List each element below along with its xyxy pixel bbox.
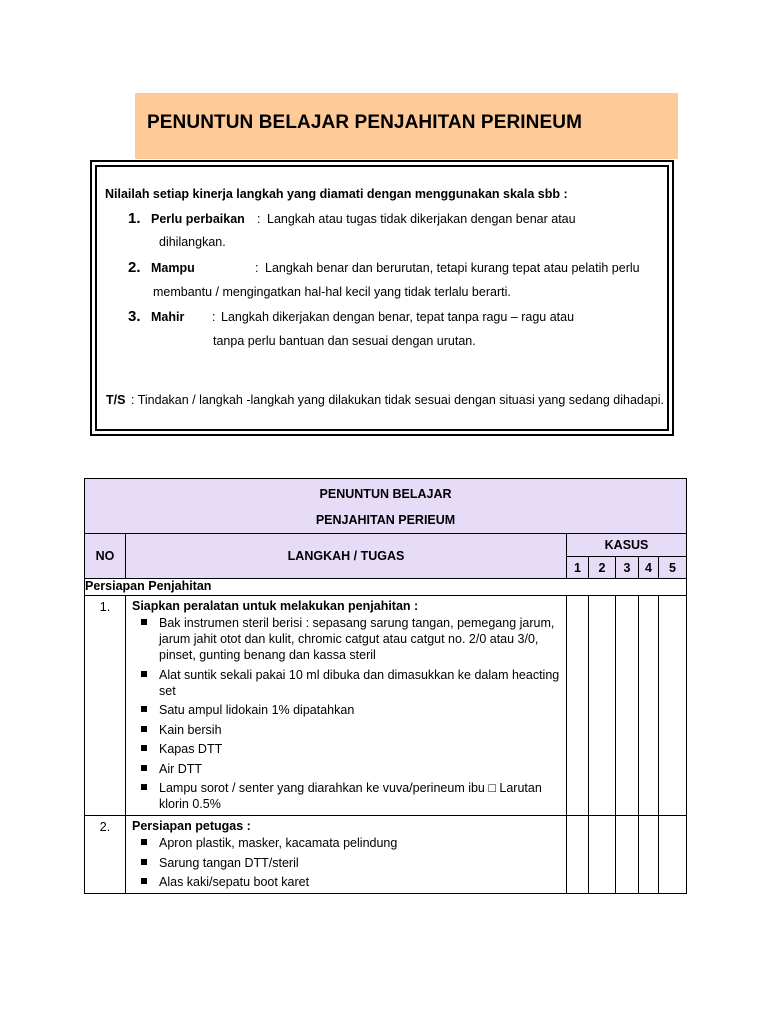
list-item-text: Kapas DTT: [159, 742, 223, 756]
step-number: 2.: [85, 816, 126, 894]
square-bullet-icon: [141, 619, 147, 625]
section-title: Persiapan Penjahitan: [85, 579, 687, 596]
step-title: Persiapan petugas :: [132, 819, 251, 833]
square-bullet-icon: [141, 745, 147, 751]
step-item-list: [132, 835, 560, 890]
case-cell[interactable]: [567, 816, 589, 894]
checklist-table: [84, 478, 687, 894]
list-item: [132, 835, 560, 851]
case-number-1: 1: [567, 557, 589, 579]
list-item-text: Bak instrumen steril berisi : sepasang sarung tangan, pemegang jarum, jarum jahit otot dan kulit, chromic catgut atau catgut no. 2/0 atau 3/0, pinset, gunting benang dan kassa steril: [159, 616, 555, 662]
list-item: [132, 702, 560, 718]
list-item-text: Air DTT: [159, 761, 203, 776]
list-item-text: Lampu sorot / senter yang diarahkan ke vuva/perineum ibu □ Larutan klorin 0.5%: [159, 781, 542, 811]
section-row: [85, 579, 687, 596]
case-cell[interactable]: [659, 816, 687, 894]
square-bullet-icon: [141, 878, 147, 884]
case-number-5: 5: [659, 557, 687, 579]
scale-item-number: 3.: [128, 308, 141, 325]
table-row: [85, 816, 687, 894]
list-item: [132, 722, 560, 738]
column-header-no: NO: [85, 534, 126, 579]
table-title-line2: PENJAHITAN PERIEUM: [315, 513, 456, 527]
scale-item-description: Langkah dikerjakan dengan benar, tepat tanpa ragu – ragu atau: [221, 310, 575, 324]
list-item: [132, 874, 560, 890]
list-item: [132, 615, 560, 663]
list-item: [132, 741, 560, 757]
scale-item-description: Langkah atau tugas tidak dikerjakan dengan benar atau: [267, 212, 576, 226]
step-number: 1.: [85, 596, 126, 816]
square-bullet-icon: [141, 726, 147, 732]
list-item-text: Alat suntik sekali pakai 10 ml dibuka dan dimasukkan ke dalam heacting set: [159, 667, 560, 698]
table-column-header-row: [85, 534, 687, 557]
list-item-text: Alas kaki/sepatu boot karet: [159, 875, 310, 889]
list-item-text: Satu ampul lidokain 1% dipatahkan: [159, 703, 355, 717]
scale-item-description-cont: membantu / mengingatkan hal-hal kecil yang tidak terlalu berarti.: [153, 285, 511, 299]
case-cell[interactable]: [589, 816, 616, 894]
scale-item-description: Langkah benar dan berurutan, tetapi kurang tepat atau pelatih perlu: [265, 261, 640, 275]
scale-item-name: Mahir: [151, 310, 185, 324]
table-title-row: [85, 479, 687, 534]
list-item-text: Kain bersih: [159, 722, 222, 737]
scale-item-separator: :: [257, 212, 261, 226]
square-bullet-icon: [141, 765, 147, 771]
ts-label: T/S: [106, 393, 126, 407]
scale-item-description-cont: dihilangkan.: [159, 235, 226, 249]
list-item-text: Sarung tangan DTT/steril: [159, 855, 299, 870]
case-cell[interactable]: [659, 596, 687, 816]
list-item: [132, 855, 560, 871]
scale-item-number: 2.: [128, 259, 141, 276]
title-banner: [135, 93, 678, 159]
case-cell[interactable]: [616, 816, 639, 894]
column-header-task: LANGKAH / TUGAS: [126, 534, 567, 579]
list-item-text: Apron plastik, masker, kacamata pelindung: [159, 836, 398, 850]
list-item: [132, 780, 560, 812]
table-title-cell: [85, 479, 687, 534]
list-item: [132, 667, 560, 699]
case-cell[interactable]: [589, 596, 616, 816]
scale-intro: Nilailah setiap kinerja langkah yang diamati dengan menggunakan skala sbb :: [105, 187, 568, 201]
scale-item-name: Mampu: [151, 261, 195, 275]
case-cell[interactable]: [616, 596, 639, 816]
square-bullet-icon: [141, 839, 147, 845]
case-number-2: 2: [589, 557, 616, 579]
table-row: [85, 596, 687, 816]
table-title-line1: PENUNTUN BELAJAR: [319, 487, 452, 501]
square-bullet-icon: [141, 671, 147, 677]
ts-description: : Tindakan / langkah -langkah yang dilakukan tidak sesuai dengan situasi yang sedang dihadapi.: [131, 393, 665, 407]
square-bullet-icon: [141, 859, 147, 865]
scale-item-number: 1.: [128, 210, 141, 227]
list-item: [132, 761, 560, 777]
page-title: PENUNTUN BELAJAR PENJAHITAN PERINEUM: [147, 112, 583, 133]
case-number-4: 4: [639, 557, 659, 579]
scale-item-description-cont: tanpa perlu bantuan dan sesuai dengan urutan.: [213, 334, 476, 348]
case-cell[interactable]: [639, 816, 659, 894]
case-cell[interactable]: [567, 596, 589, 816]
scale-item-separator: :: [212, 310, 216, 324]
column-header-kasus: KASUS: [567, 534, 687, 557]
step-body: [126, 596, 567, 816]
scale-item-name: Perlu perbaikan: [151, 212, 245, 226]
case-cell[interactable]: [639, 596, 659, 816]
square-bullet-icon: [141, 706, 147, 712]
step-body: [126, 816, 567, 894]
step-item-list: [132, 615, 560, 812]
case-number-3: 3: [616, 557, 639, 579]
step-title: Siapkan peralatan untuk melakukan penjahitan :: [132, 599, 419, 613]
square-bullet-icon: [141, 784, 147, 790]
scale-item-separator: :: [255, 261, 259, 275]
